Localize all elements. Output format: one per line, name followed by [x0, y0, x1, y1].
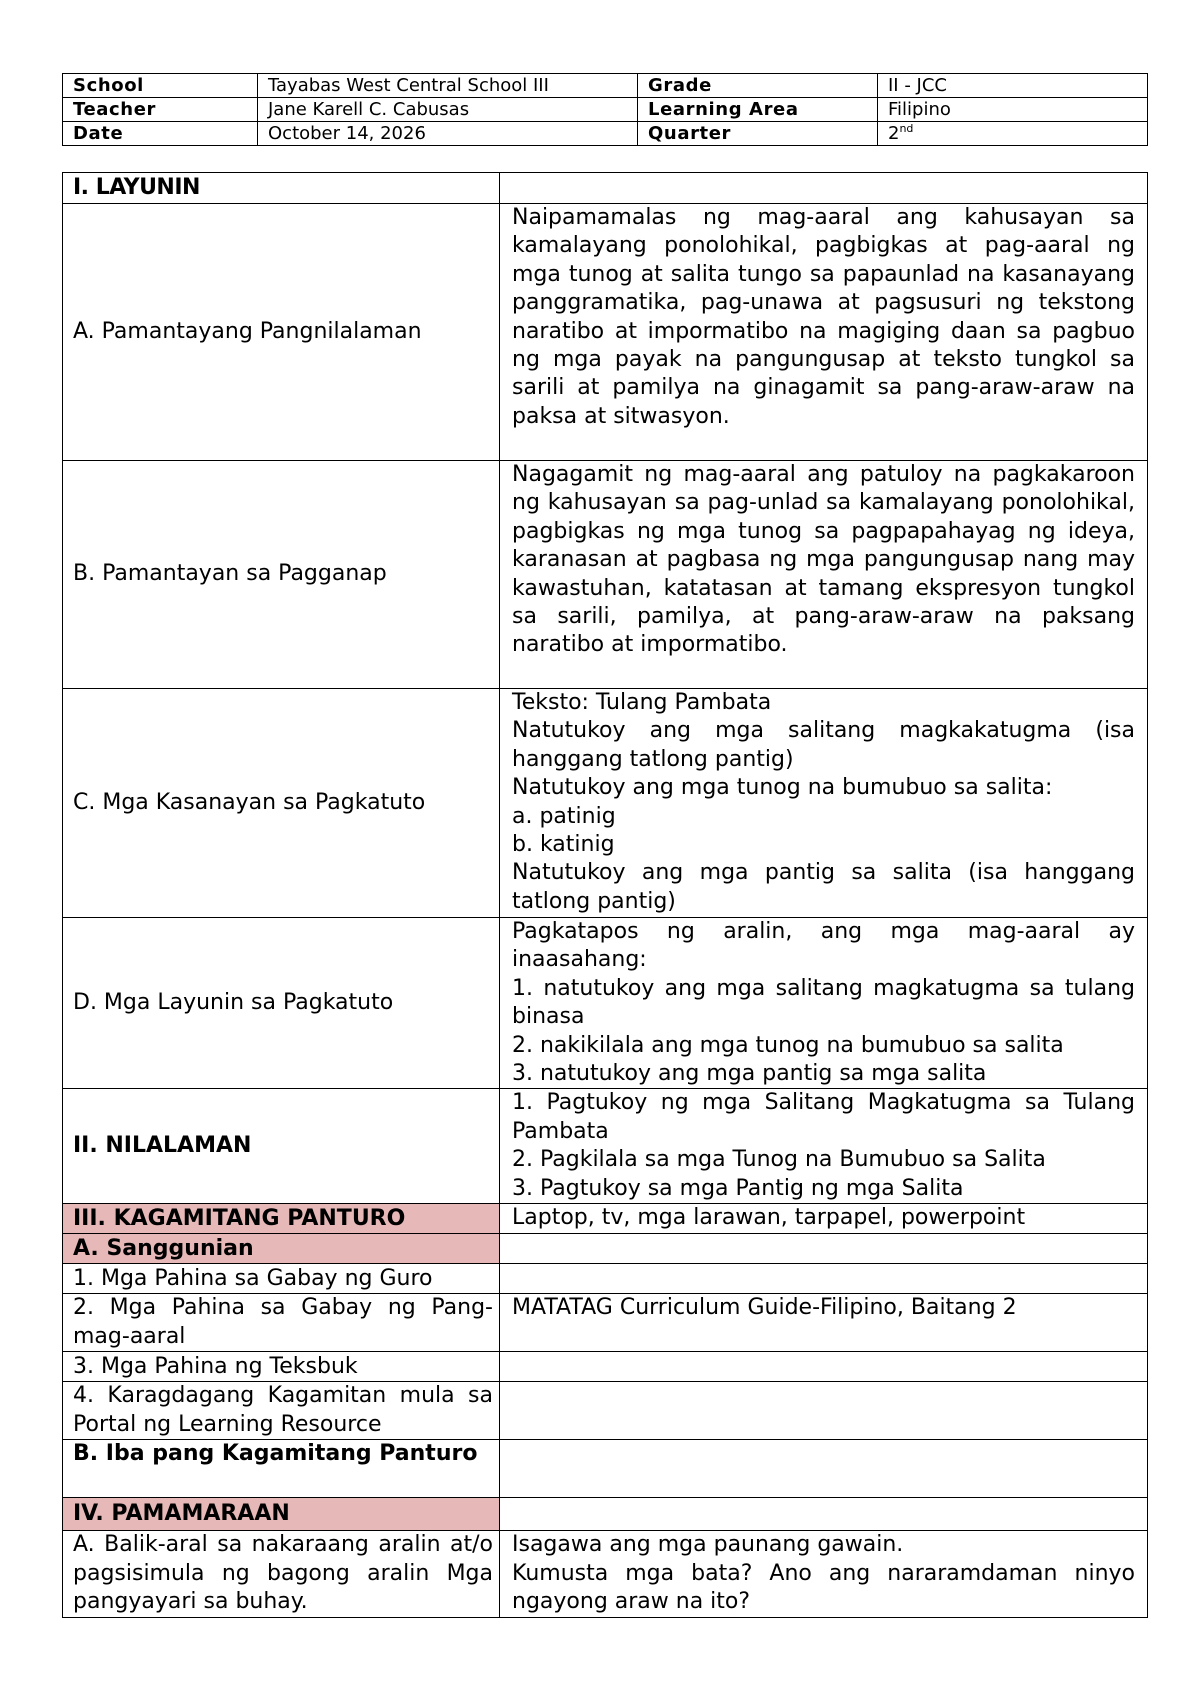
pamantayan-sa-pagganap-label: B. Pamantayan sa Pagganap — [63, 461, 500, 689]
balik-aral-content — [500, 1531, 1148, 1617]
karagdagang-kagamitan-empty — [500, 1382, 1148, 1440]
quarter-label: Quarter — [638, 122, 878, 146]
lesson-plan-table — [62, 172, 1148, 1618]
learning-area-value: Filipino — [878, 98, 1148, 122]
header-row-school — [63, 74, 1148, 98]
layunin-sa-pagkatuto-content — [500, 918, 1148, 1089]
row-layunin — [63, 173, 1148, 204]
learning-area-label: Learning Area — [638, 98, 878, 122]
gabay-ng-mag-aaral-content: MATATAG Curriculum Guide-Filipino, Baitang 2 — [500, 1294, 1148, 1352]
kasanayan-line: Natutukoy ang mga tunog na bumubuo sa salita: — [512, 775, 1053, 801]
school-label: School — [63, 74, 258, 98]
row-gabay-ng-mag-aaral — [63, 1294, 1148, 1352]
row-kagamitang-panturo — [63, 1204, 1148, 1234]
row-kasanayan-sa-pagkatuto — [63, 689, 1148, 918]
grade-label: Grade — [638, 74, 878, 98]
iba-pang-kagamitan-empty — [500, 1440, 1148, 1498]
kasanayan-line: Natutukoy ang mga salitang magkakatugma (isa hanggang tatlong pantig) — [512, 718, 1135, 772]
teksbuk-empty — [500, 1352, 1148, 1382]
row-iba-pang-kagamitan — [63, 1440, 1148, 1498]
kagamitang-panturo-content: Laptop, tv, mga larawan, tarpapel, powerpoint — [500, 1204, 1148, 1234]
kasanayan-sa-pagkatuto-label: C. Mga Kasanayan sa Pagkatuto — [63, 689, 500, 918]
layunin-line: 2. nakikilala ang mga tunog na bumubuo sa salita — [512, 1032, 1064, 1058]
pamamaraan-label: IV. PAMAMARAAN — [63, 1498, 500, 1531]
date-label: Date — [63, 122, 258, 146]
row-layunin-sa-pagkatuto — [63, 918, 1148, 1089]
layunin-line: Pagkatapos ng aralin, ang mga mag-aaral ay inaasahang: — [512, 919, 1135, 973]
sanggunian-label: A. Sanggunian — [63, 1234, 500, 1264]
quarter-value — [878, 122, 1148, 146]
quarter-number: 2 — [888, 123, 900, 144]
row-teksbuk — [63, 1352, 1148, 1382]
layunin-line: 1. natutukoy ang mga salitang magkatugma sa tulang binasa — [512, 975, 1135, 1030]
pamantayang-pangnilalaman-label: A. Pamantayang Pangnilalaman — [63, 204, 500, 461]
header-row-teacher — [63, 98, 1148, 122]
school-value: Tayabas West Central School III — [258, 74, 638, 98]
pamantayan-sa-pagganap-content: Nagagamit ng mag-aaral ang patuloy na pagkakaroon ng kahusayan sa pag-unlad sa kamalayang ponolohikal, pagbigkas ng mga tunog sa pagpapahayag ng ideya, karanasan at pagbasa ng mga pangungusap nang may kawastuhan, katatasan at tamang ekspresyon tungkol sa sarili, pamilya, at pang-araw-araw na paksang naratibo at impormatibo. — [500, 461, 1148, 689]
row-pamamaraan — [63, 1498, 1148, 1531]
quarter-suffix: nd — [899, 122, 914, 135]
nilalaman-line: 1. Pagtukoy ng mga Salitang Magkatugma sa Tulang Pambata — [512, 1090, 1135, 1144]
grade-value: II - JCC — [878, 74, 1148, 98]
teksbuk-label: 3. Mga Pahina ng Teksbuk — [63, 1352, 500, 1382]
gabay-ng-guro-label: 1. Mga Pahina sa Gabay ng Guro — [63, 1264, 500, 1294]
nilalaman-label: II. NILALAMAN — [63, 1089, 500, 1204]
balik-aral-label: A. Balik-aral sa nakaraang aralin at/o pagsisimula ng bagong aralin Mga pangyayari sa buhay. — [63, 1531, 500, 1617]
layunin-sa-pagkatuto-label: D. Mga Layunin sa Pagkatuto — [63, 918, 500, 1089]
gabay-ng-guro-empty — [500, 1264, 1148, 1294]
date-value: October 14, 2026 — [258, 122, 638, 146]
row-gabay-ng-guro — [63, 1264, 1148, 1294]
teacher-label: Teacher — [63, 98, 258, 122]
teacher-value: Jane Karell C. Cabusas — [258, 98, 638, 122]
header-info-table — [62, 73, 1148, 146]
kagamitang-panturo-label: III. KAGAMITANG PANTURO — [63, 1204, 500, 1234]
kasanayan-sa-pagkatuto-content — [500, 689, 1148, 918]
gabay-ng-mag-aaral-label: 2. Mga Pahina sa Gabay ng Pang-mag-aaral — [63, 1294, 500, 1352]
layunin-heading: I. LAYUNIN — [63, 173, 500, 204]
kasanayan-line: Teksto: Tulang Pambata — [512, 690, 772, 715]
iba-pang-kagamitan-label: B. Iba pang Kagamitang Panturo — [63, 1440, 500, 1498]
pamantayang-pangnilalaman-content: Naipamamalas ng mag-aaral ang kahusayan sa kamalayang ponolohikal, pagbigkas at pag-aaral ng mga tunog at salita tungo sa papaunlad na kasanayang panggramatika, pag-unawa at pagsusuri ng tekstong naratibo at impormatibo na magiging daan sa pagbuo ng mga payak na pangungusap at teksto tungkol sa sarili at pamilya na ginagamit sa pang-araw-araw na paksa at sitwasyon. — [500, 204, 1148, 461]
header-row-date — [63, 122, 1148, 146]
row-pamantayan-sa-pagganap — [63, 461, 1148, 689]
nilalaman-line: 2. Pagkilala sa mga Tunog na Bumubuo sa Salita — [512, 1147, 1046, 1173]
balik-aral-line: Kumusta mga bata? Ano ang nararamdaman ninyo ngayong araw na ito? — [512, 1560, 1135, 1615]
row-karagdagang-kagamitan — [63, 1382, 1148, 1440]
row-balik-aral — [63, 1531, 1148, 1617]
layunin-line: 3. natutukoy ang mga pantig sa mga salita — [512, 1061, 987, 1087]
kasanayan-line: b. katinig — [512, 832, 615, 858]
kasanayan-line: a. patinig — [512, 803, 616, 829]
pamamaraan-empty — [500, 1498, 1148, 1531]
row-nilalaman — [63, 1089, 1148, 1204]
layunin-empty — [500, 173, 1148, 204]
nilalaman-line: 3. Pagtukoy sa mga Pantig ng mga Salita — [512, 1175, 964, 1201]
balik-aral-line: Isagawa ang mga paunang gawain. — [512, 1532, 904, 1558]
nilalaman-content — [500, 1089, 1148, 1204]
kasanayan-line: Natutukoy ang mga pantig sa salita (isa hanggang tatlong pantig) — [512, 860, 1135, 914]
row-pamantayang-pangnilalaman — [63, 204, 1148, 461]
karagdagang-kagamitan-label: 4. Karagdagang Kagamitan mula sa Portal ng Learning Resource — [63, 1382, 500, 1440]
sanggunian-empty — [500, 1234, 1148, 1264]
row-sanggunian — [63, 1234, 1148, 1264]
